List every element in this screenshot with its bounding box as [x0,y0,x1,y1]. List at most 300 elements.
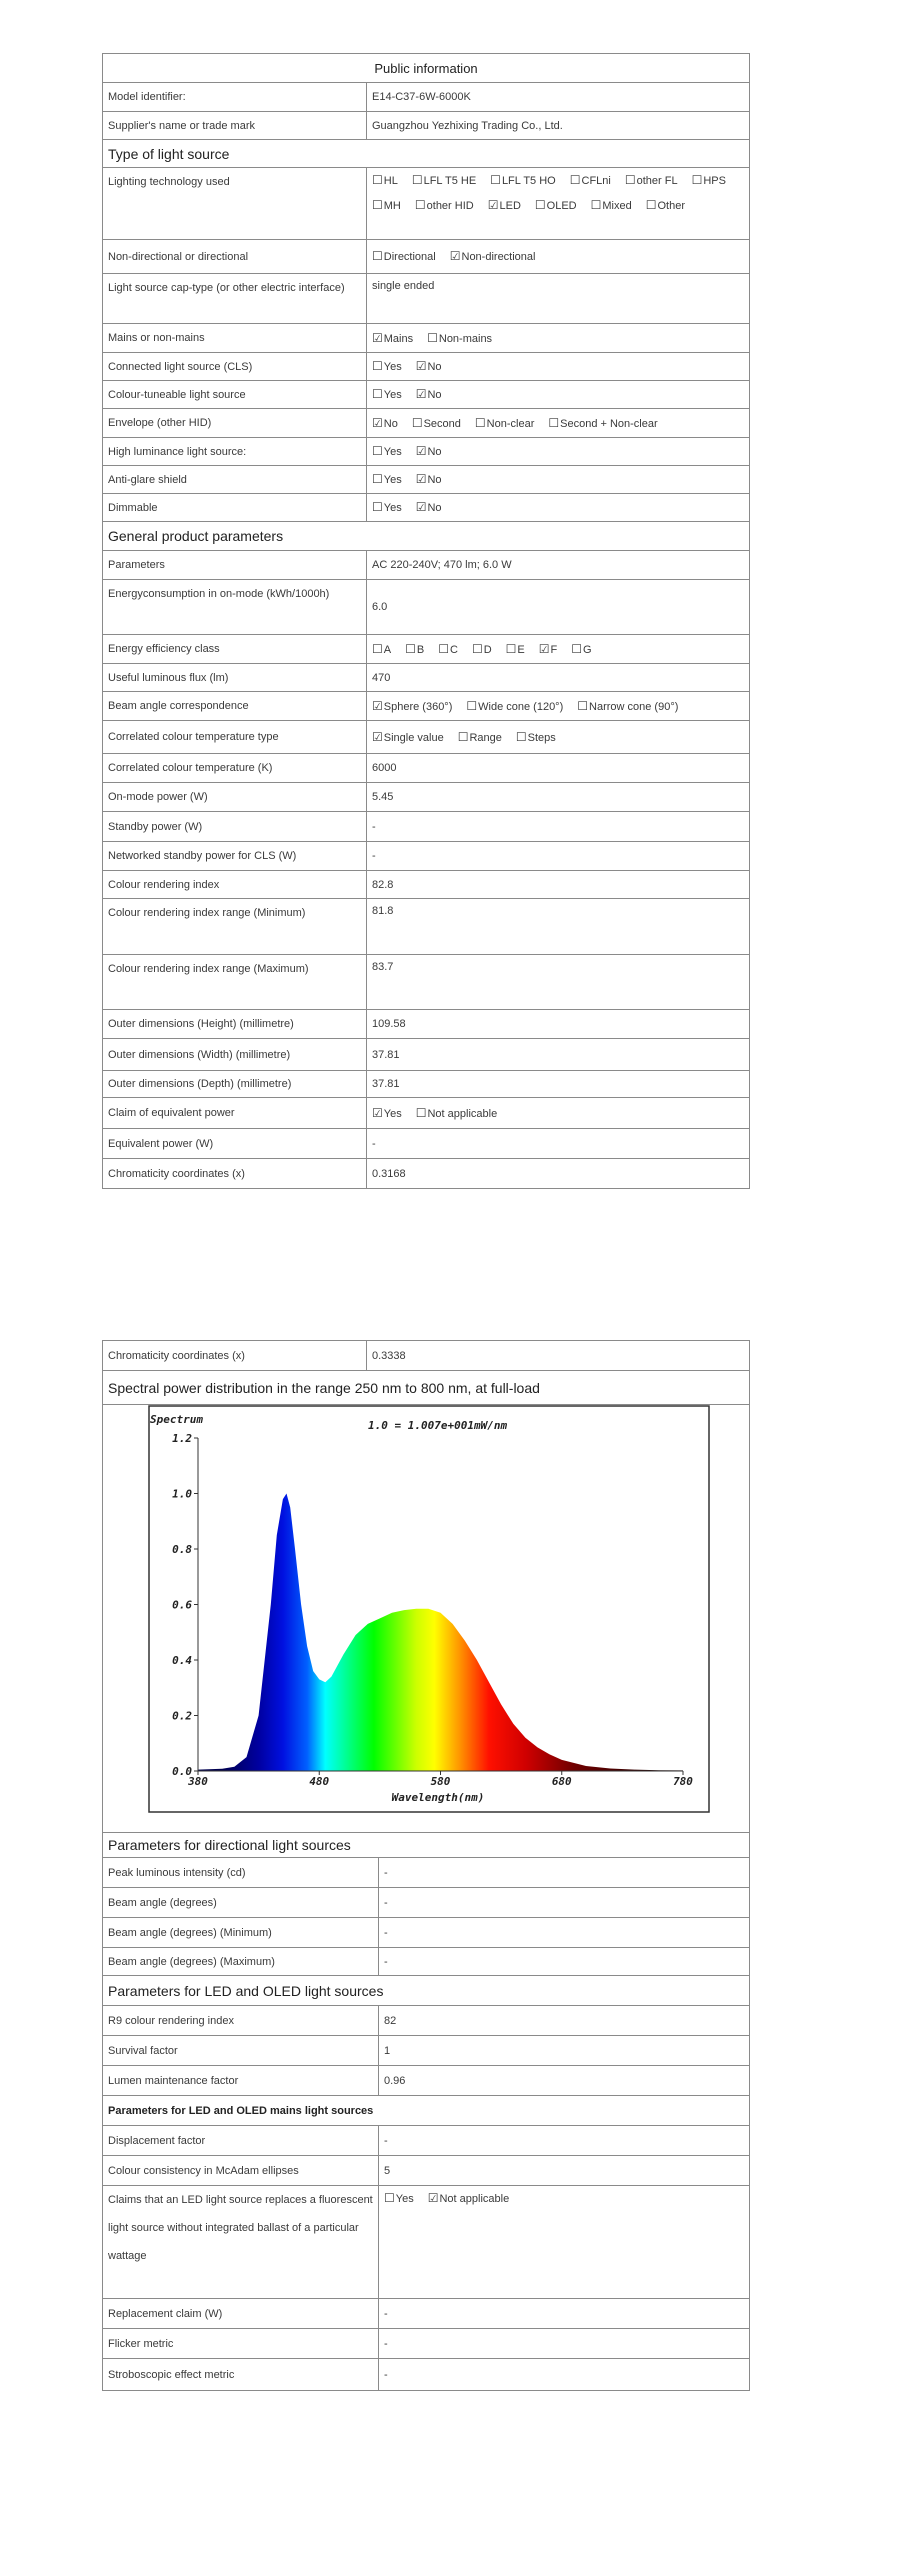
checkbox-option-wide-cone-120[interactable] [466,694,563,719]
checkbox-label: Steps [527,731,556,744]
checkbox-option-not-applicable[interactable] [416,1101,497,1126]
unchecked-checkbox-icon[interactable]: ☐ [372,641,383,656]
checkbox-option-directional[interactable] [372,244,436,269]
checkbox-option-yes[interactable] [372,1101,402,1126]
table-row-networked-standby-power-for-cls-w [103,842,749,871]
row-label: Parameters [103,551,367,579]
row-label: Light source cap-type (or other electric interface) [103,274,367,323]
row-value: 83.7 [372,961,394,973]
checkbox-option-oled[interactable] [535,193,577,218]
checkbox-option-second[interactable] [412,411,461,436]
checkbox-option-other[interactable] [646,193,685,218]
checkbox-option-mixed[interactable] [591,193,632,218]
unchecked-checkbox-icon[interactable]: ☐ [691,173,703,187]
table-row-useful-luminous-flux-lm [103,664,749,692]
checkbox-label: No [383,417,398,430]
checkbox-label: Single value [383,731,444,744]
checkbox-option-other-hid[interactable] [415,193,474,218]
checkbox-label: Mixed [602,200,632,212]
checkbox-option-no[interactable] [416,382,442,407]
row-label: High luminance light source: [103,438,367,465]
checkbox-option-c[interactable] [438,637,458,662]
checkbox-group [367,721,749,753]
checkbox-label: Non-directional [461,251,536,263]
table-row-beam-angle-degrees [103,1888,749,1918]
section-header: Parameters for LED and OLED mains light sources [103,2096,749,2126]
checkbox-label: Non-clear [486,417,535,430]
row-value: 5.45 [372,791,394,803]
checkbox-group [367,494,749,521]
checkbox-option-hps[interactable] [692,168,726,193]
checkbox-option-lfl-t5-ho[interactable] [490,168,556,193]
unchecked-checkbox-icon[interactable]: ☐ [427,330,438,345]
table-row-parameters [103,551,749,580]
row-label: Colour rendering index [103,871,367,898]
checkbox-label: D [483,643,492,656]
row-value: - [384,2337,388,2350]
checkbox-option-steps[interactable] [516,725,556,750]
checkbox-group [367,240,749,273]
checkbox-group [367,1098,749,1128]
unchecked-checkbox-icon[interactable]: ☐ [624,173,636,187]
row-value: 470 [372,671,391,684]
row-label: Outer dimensions (Width) (millimetre) [103,1039,367,1070]
row-value: - [384,2134,388,2147]
checkbox-label: other HID [426,200,474,212]
row-value: 81.8 [372,905,394,917]
unchecked-checkbox-icon[interactable]: ☐ [415,1105,427,1120]
checkbox-group [379,2186,749,2298]
unchecked-checkbox-icon[interactable]: ☐ [372,500,383,514]
table-row-beam-angle-degrees-minimum [103,1918,749,1948]
checkbox-option-no[interactable] [416,495,442,520]
y-tick-label: 0.2 [172,1709,192,1723]
unchecked-checkbox-icon[interactable]: ☐ [372,249,383,263]
unchecked-checkbox-icon[interactable]: ☐ [474,415,486,430]
unchecked-checkbox-icon[interactable]: ☐ [411,415,423,430]
row-value: 6.0 [372,601,388,613]
checkbox-label: No [427,361,442,373]
unchecked-checkbox-icon[interactable]: ☐ [411,173,423,187]
checkbox-option-cflni[interactable] [570,168,611,193]
checkbox-label: A [383,643,392,656]
row-value: 0.3168 [372,1167,406,1180]
section-header: Parameters for directional light sources [103,1833,749,1858]
table-row-mains-or-non-mains [103,324,749,353]
row-value: - [384,2368,388,2381]
checkbox-label: G [583,643,592,656]
x-axis-label: Wavelength(nm) [391,1791,485,1804]
row-value: - [372,1137,376,1150]
row-value: - [384,1926,388,1939]
checkbox-label: HL [383,175,398,187]
row-value: 37.81 [372,1078,400,1090]
unchecked-checkbox-icon[interactable]: ☐ [372,444,383,458]
table-title: Public information [103,54,749,83]
y-tick-label: 0.6 [172,1598,192,1612]
checkbox-option-led[interactable] [488,193,521,218]
checkbox-label: LFL T5 HO [501,175,556,187]
checkbox-label: Second [423,417,461,430]
row-label: Colour-tuneable light source [103,381,367,408]
checkbox-option-narrow-cone-90[interactable] [577,694,678,719]
table-row-colour-rendering-index-range-maximum [103,955,749,1010]
checked-checkbox-icon[interactable]: ☑ [372,729,383,744]
checkbox-label: Yes [383,389,402,401]
checkbox-label: No [427,446,442,458]
row-label: Chromaticity coordinates (x) [103,1341,367,1370]
row-label: R9 colour rendering index [103,2006,379,2035]
checkbox-option-hl[interactable] [372,168,398,193]
checkbox-option-no[interactable] [416,354,442,379]
unchecked-checkbox-icon[interactable]: ☐ [505,641,517,656]
unchecked-checkbox-icon[interactable]: ☐ [590,198,602,212]
checkbox-label: Sphere (360°) [383,700,453,713]
table-row-equivalent-power-w [103,1129,749,1159]
table-row-supplier-s-name-or-trade-mark [103,112,749,140]
unchecked-checkbox-icon[interactable]: ☐ [438,641,449,656]
row-value: 82 [384,2014,397,2027]
row-value: 1 [384,2044,391,2057]
checkbox-option-d[interactable] [472,637,492,662]
checkbox-label: Directional [383,251,436,263]
unchecked-checkbox-icon[interactable]: ☐ [414,198,426,212]
spectral-parameters-table [102,1340,750,2391]
unchecked-checkbox-icon[interactable]: ☐ [577,698,589,713]
checkbox-option-no[interactable] [416,467,442,492]
checkbox-label: No [427,389,442,401]
checkbox-label: CFLni [581,175,611,187]
table-row-energyconsumption-in-on-mode-kwh-1000h [103,580,749,635]
row-label: Survival factor [103,2036,379,2065]
table-row-colour-rendering-index-range-minimum [103,899,749,955]
checkbox-label: Other [657,200,686,212]
unchecked-checkbox-icon[interactable]: ☐ [372,387,383,401]
table-row-beam-angle-correspondence [103,692,749,721]
unchecked-checkbox-icon[interactable]: ☐ [645,198,657,212]
section-header: Spectral power distribution in the range 250 nm to 800 nm, at full-load [103,1371,749,1405]
table-row-colour-consistency-in-mcadam-ellipses [103,2156,749,2186]
row-label: Lumen maintenance factor [103,2066,379,2095]
row-label: Outer dimensions (Height) (millimetre) [103,1010,367,1038]
table-row-beam-angle-degrees-maximum [103,1948,749,1976]
table-row-stroboscopic-effect-metric [103,2359,749,2391]
table-row-anti-glare-shield [103,466,749,494]
row-label: Envelope (other HID) [103,409,367,437]
x-tick-label: 480 [309,1775,330,1788]
table-row-model-identifier [103,83,749,112]
unchecked-checkbox-icon[interactable]: ☐ [384,2191,395,2205]
row-label: Colour consistency in McAdam ellipses [103,2156,379,2185]
table-row-correlated-colour-temperature-k [103,754,749,783]
checkbox-label: C [449,643,458,656]
unchecked-checkbox-icon[interactable]: ☐ [569,173,581,187]
row-label: Flicker metric [103,2329,379,2358]
spectrum-chart [148,1405,711,1815]
spectrum-chart-row [103,1405,749,1833]
checkbox-label: Yes [383,446,402,458]
row-value: - [372,820,376,833]
unchecked-checkbox-icon[interactable]: ☐ [405,641,416,656]
checkbox-label: Not applicable [427,1107,498,1120]
checkbox-group [367,635,749,663]
checked-checkbox-icon[interactable]: ☑ [415,387,427,401]
row-value: - [384,2307,388,2320]
checkbox-option-single-value[interactable] [372,725,444,750]
checkbox-group [367,381,749,408]
row-value: 0.3338 [372,1349,406,1362]
row-label: Peak luminous intensity (cd) [103,1858,379,1887]
table-row-on-mode-power-w [103,783,749,812]
checkbox-label: F [550,643,558,656]
row-label: Colour rendering index range (Minimum) [103,899,367,954]
row-value: 82.8 [372,878,394,891]
chart-annotation: 1.0 = 1.007e+001mW/nm [368,1419,508,1432]
row-label: Standby power (W) [103,812,367,841]
table-row-colour-rendering-index [103,871,749,899]
checkbox-label: Range [469,731,502,744]
row-value: - [372,850,376,862]
row-label: Networked standby power for CLS (W) [103,842,367,870]
checkbox-group [367,438,749,465]
checked-checkbox-icon[interactable]: ☑ [415,472,427,486]
checked-checkbox-icon[interactable]: ☑ [372,415,383,430]
checkbox-option-non-clear[interactable] [475,411,534,436]
row-value: 37.81 [372,1048,400,1061]
checkbox-label: HPS [703,175,726,187]
public-information-table [102,53,750,1189]
row-label: Lighting technology used [103,168,367,239]
checkbox-option-yes[interactable] [372,467,402,492]
row-label: Beam angle (degrees) (Maximum) [103,1948,379,1975]
checkbox-option-g[interactable] [571,637,591,662]
row-value: single ended [372,280,435,292]
row-label: Displacement factor [103,2126,379,2155]
row-label: Energyconsumption in on-mode (kWh/1000h) [103,580,367,634]
checkbox-option-e[interactable] [506,637,525,662]
checkbox-option-yes[interactable] [372,354,402,379]
checkbox-label: Wide cone (120°) [478,700,564,713]
table-row-connected-light-source-cls [103,353,749,381]
checkbox-label: No [427,502,442,514]
row-value: - [384,1866,388,1879]
checkbox-group [367,324,749,352]
x-tick-label: 380 [188,1775,208,1788]
checkbox-label: Yes [383,1107,402,1120]
checked-checkbox-icon[interactable]: ☑ [372,330,383,345]
y-tick-label: 1.2 [172,1432,192,1445]
section-header: Type of light source [103,140,749,168]
table-row-survival-factor [103,2036,749,2066]
checked-checkbox-icon[interactable]: ☑ [372,698,383,713]
checkbox-option-no[interactable] [416,439,442,464]
row-label: Outer dimensions (Depth) (millimetre) [103,1071,367,1097]
checkbox-label: LED [499,200,521,212]
row-label: Equivalent power (W) [103,1129,367,1158]
y-tick-label: 1.0 [172,1487,192,1501]
row-label: Claims that an LED light source replaces a fluorescent light source without integrated ballast of a particular wattage [103,2186,379,2298]
checkbox-label: other FL [636,175,678,187]
checkbox-label: Not applicable [439,2193,510,2205]
row-label: Model identifier: [103,83,367,111]
checkbox-option-second-non-clear[interactable] [548,411,657,436]
row-value: 6000 [372,762,397,774]
unchecked-checkbox-icon[interactable]: ☐ [515,729,527,744]
checkbox-label: Yes [383,474,402,486]
unchecked-checkbox-icon[interactable]: ☐ [534,198,546,212]
table-row-energy-efficiency-class [103,635,749,664]
x-tick-label: 780 [673,1775,693,1788]
checkbox-label: Mains [383,332,414,345]
checkbox-label: Yes [383,361,402,373]
row-value: Guangzhou Yezhixing Trading Co., Ltd. [372,119,563,132]
checkbox-label: OLED [546,200,577,212]
table-row-outer-dimensions-height-millimetre [103,1010,749,1039]
table-row-peak-luminous-intensity-cd [103,1858,749,1888]
checked-checkbox-icon[interactable]: ☑ [372,1105,383,1120]
row-value: - [384,1955,388,1968]
unchecked-checkbox-icon[interactable]: ☐ [457,729,469,744]
row-value: - [384,1896,388,1909]
table-row-chromaticity-coordinates-x [103,1159,749,1189]
table-row-claim-of-equivalent-power [103,1098,749,1129]
checked-checkbox-icon[interactable]: ☑ [415,500,427,514]
checkbox-option-other-fl[interactable] [625,168,678,193]
unchecked-checkbox-icon[interactable]: ☐ [372,173,383,187]
row-value: 109.58 [372,1018,406,1030]
checkbox-group [367,168,749,239]
checkbox-group [367,466,749,493]
table-row-non-directional-or-directional [103,240,749,274]
unchecked-checkbox-icon[interactable]: ☐ [471,641,483,656]
checkbox-label: Narrow cone (90°) [589,700,679,713]
table-row-high-luminance-light-source [103,438,749,466]
checkbox-option-no[interactable] [372,411,398,436]
checkbox-option-range[interactable] [458,725,502,750]
y-tick-label: 0.0 [172,1765,192,1778]
checkbox-option-not-applicable[interactable] [428,2186,509,2211]
y-tick-label: 0.4 [172,1654,192,1667]
checkbox-group [367,409,749,437]
checked-checkbox-icon[interactable]: ☑ [538,641,550,656]
row-value: 5 [384,2164,391,2177]
checkbox-option-mains[interactable] [372,326,413,351]
row-label: Colour rendering index range (Maximum) [103,955,367,1009]
unchecked-checkbox-icon[interactable]: ☐ [548,415,560,430]
row-value: AC 220-240V; 470 lm; 6.0 W [372,559,512,571]
unchecked-checkbox-icon[interactable]: ☐ [372,472,383,486]
checkbox-option-sphere-360[interactable] [372,694,452,719]
unchecked-checkbox-icon[interactable]: ☐ [490,173,501,187]
table-row-claims-that-an-led-light-source-replaces [103,2186,749,2299]
row-label: Mains or non-mains [103,324,367,352]
unchecked-checkbox-icon[interactable]: ☐ [372,359,383,373]
checkbox-label: Yes [395,2193,414,2205]
row-label: On-mode power (W) [103,783,367,811]
table-row-outer-dimensions-depth-millimetre [103,1071,749,1098]
checkbox-label: LFL T5 HE [423,175,477,187]
row-label: Beam angle (degrees) [103,1888,379,1917]
row-label: Beam angle (degrees) (Minimum) [103,1918,379,1947]
table-row-flicker-metric [103,2329,749,2359]
table-row-chromaticity-coordinates-x [103,1341,749,1371]
checkbox-label: Yes [383,502,402,514]
checked-checkbox-icon[interactable]: ☑ [415,444,427,458]
table-row-displacement-factor [103,2126,749,2156]
checkbox-option-yes[interactable] [372,495,402,520]
checkbox-option-f[interactable] [539,637,558,662]
row-value: 0.96 [384,2074,406,2087]
x-tick-label: 680 [551,1775,572,1788]
row-value: E14-C37-6W-6000K [372,91,471,103]
unchecked-checkbox-icon[interactable]: ☐ [372,198,383,212]
checkbox-group [367,353,749,380]
y-tick-label: 0.8 [172,1543,192,1556]
checkbox-label: MH [383,200,401,212]
unchecked-checkbox-icon[interactable]: ☐ [466,698,478,713]
row-label: Stroboscopic effect metric [103,2359,379,2390]
checkbox-option-non-mains[interactable] [427,326,492,351]
checked-checkbox-icon[interactable]: ☑ [427,2191,439,2205]
row-label: Supplier's name or trade mark [103,112,367,139]
row-label: Non-directional or directional [103,240,367,273]
row-label: Useful luminous flux (lm) [103,664,367,691]
x-tick-label: 580 [430,1775,451,1788]
checkbox-option-lfl-t5-he[interactable] [412,168,476,193]
section-header: Parameters for LED and OLED light sources [103,1976,749,2006]
row-label: Energy efficiency class [103,635,367,663]
row-label: Replacement claim (W) [103,2299,379,2328]
unchecked-checkbox-icon[interactable]: ☐ [571,641,583,656]
table-row-correlated-colour-temperature-type [103,721,749,754]
checkbox-label: Second + Non-clear [560,417,658,430]
row-label: Connected light source (CLS) [103,353,367,380]
table-row-lumen-maintenance-factor [103,2066,749,2096]
row-label: Chromaticity coordinates (x) [103,1159,367,1188]
table-row-standby-power-w [103,812,749,842]
checkbox-option-yes[interactable] [372,439,402,464]
checkbox-option-b[interactable] [405,637,424,662]
checkbox-option-a[interactable] [372,637,391,662]
checkbox-label: B [416,643,425,656]
checkbox-label: E [517,643,525,656]
row-label: Beam angle correspondence [103,692,367,720]
checkbox-option-mh[interactable] [372,193,401,218]
row-label: Correlated colour temperature type [103,721,367,753]
table-row-r9-colour-rendering-index [103,2006,749,2036]
checked-checkbox-icon[interactable]: ☑ [415,359,427,373]
table-row-replacement-claim-w [103,2299,749,2329]
checkbox-label: No [427,474,442,486]
chart-title: Spectrum [150,1413,203,1426]
section-header: General product parameters [103,522,749,551]
table-row-colour-tuneable-light-source [103,381,749,409]
checkbox-group [367,692,749,720]
checked-checkbox-icon[interactable]: ☑ [449,249,461,263]
checkbox-option-yes[interactable] [372,382,402,407]
row-label: Dimmable [103,494,367,521]
checked-checkbox-icon[interactable]: ☑ [487,198,499,212]
table-row-lighting-technology-used [103,168,749,240]
table-row-envelope-other-hid [103,409,749,438]
row-label: Anti-glare shield [103,466,367,493]
row-label: Claim of equivalent power [103,1098,367,1128]
checkbox-option-yes[interactable] [384,2186,414,2211]
checkbox-option-non-directional[interactable] [450,244,536,269]
row-label: Correlated colour temperature (K) [103,754,367,782]
table-row-dimmable [103,494,749,522]
table-row-outer-dimensions-width-millimetre [103,1039,749,1071]
